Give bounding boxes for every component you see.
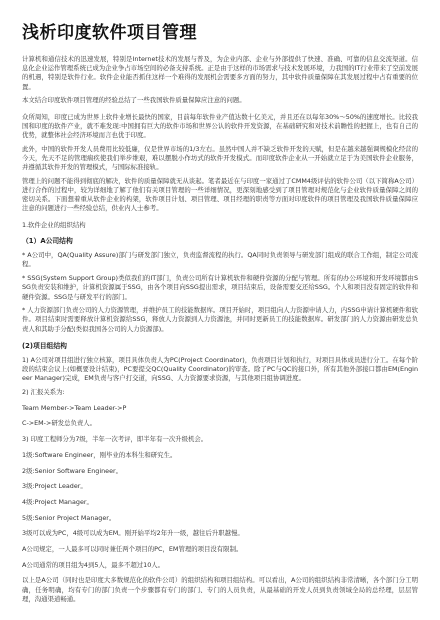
page-title: 浅析印度软件项目管理 <box>22 23 197 43</box>
level-1: 1级:Software Engineer，刚毕业的本科生和研究生。 <box>22 450 177 459</box>
paragraph-management: 管理上的问题不能得到彻底的解决，软件的质量保障就无从谈起。笔者最近在与印度一家通过了CMM4级评估的软件公司（以下简称A公司）进行合作的过程中，较为详细地了解了他们有关项目管理的一些详细情况，更深刻地感受到了项目管理对规范化与企业软件质量保障之间的密切关系。下面想着重从软件企业的构架，软件项目计划、项目管理、项目经理的职责等方面对印度软件的项目管理及我国软件质量保障应注意的问题进行一些经验总结，供业内人士参考。 <box>22 176 418 213</box>
paragraph-team-accounting: 1) A公司对项目组进行独立核算，项目具体负责人为PC(Project Coordinator)，负责项目计划和执行，对项目具体成员进行分工。在每个阶段的结束会议上(如概要设计结束)，PC要提交QC(Quality Coordinator)的审查。除了PC与QC的接口外，所有其他外部接口都由EM(Engineer Manager)完成，EM负责与客户打交道，向SSG、人力资源要求资源，与其他项目组协调进度。 <box>22 355 418 383</box>
paragraph-china-cost: 此外，中国的软件开发人员费用比较低廉，仅是世界市场的1/3左右。虽然中国人并不缺乏软件开发的天赋，但是在越来越强调规模化经营的今天，先天不足的管理痼疾使我们举步维艰，难以摆脱小作坊式的软件开发模式。而印度软件企业从一开始就立足于为美国软件企业服务，并遵循其软件开发的管理模式，与国际标准接轨。 <box>22 144 418 172</box>
subheading-team-structure: (2)项目组结构 <box>22 341 67 350</box>
paragraph-closing: 以上是A公司（同时也是印度大多数规范化的软件公司）的组织结构和项目组结构。可以看出，A公司的组织结构非常清晰，各个部门分工明确，任务明确，均有专门的部门负责一个步骤都有专门的部门、专门的人员负责，从最基础的开发人员到负责领域全局的总经理，层层管理，沟通渠道畅通。 <box>22 576 418 603</box>
paragraph-intro: 计算机和通信技术的迅速发展，特别是Internet技术的发展与普及，为企业内部、企业与外部提供了快速、准确、可靠的信息交流渠道。信息化企业运作管理系统已成为企业争占市场空间的必备支持系统。正是由于这样的市场需求与技术发展环境，力我国的IT行业带来了空前发展的机遇，特别是软件行业。软件企业能否抓住这样一个难得的发展机会需要多方面的努力，其中软件质量保障在其发展过程中占有重要的位置。 <box>22 55 418 91</box>
team-size: A公司通常的项目组为4到5人，最多不超过10人。 <box>22 560 165 569</box>
section-heading-org: 1.软件企业的组织结构 <box>22 220 86 229</box>
level-3: 3级:Project Leader。 <box>22 482 87 491</box>
level-5: 5级:Senior Project Manager。 <box>22 513 116 522</box>
paragraph-qa: * A公司中，QA(Quality Assure)部门与研发部门独立，负责监督流程的执行。QA同时负责领导与研发部门组成的联合工作组，制定公司流程。 <box>22 251 418 269</box>
paragraph-ssg: * SSG(System Support Group)类似我们的IT部门，负责公司所有计算机软件和硬件资源的分配与管理。所有的办公环境和开发环境都由SSG负责安装和维护，计算机资源属于SSG，由各个项目向SSG提出需求，项目结束后，设备需要交还给SSG。个人和项目没有固定的软件和硬件资源。SSG是与研发平行的部门。 <box>22 274 418 301</box>
level-2: 2级:Senior Software Engineer。 <box>22 466 123 475</box>
reporting-line-heading: 2) 汇报关系为: <box>22 387 65 396</box>
engineer-levels-intro: 3) 印度工程师分为7级，半年一次考评，即半年有一次升级机会。 <box>22 435 208 444</box>
paragraph-hr: * 人力资源部门负责公司的人力资源管理，并维护员工的技能数据库。项目开始时，项目组向人力资源申请人力，内SSG申请计算机硬件和软件。项目结束时需要释放计算机资源给SSG，释放人力资源到人力资源池，并同时更新员工的技能数据库。研发部门的人力资源由研发总负责人和其助手分配(类似我国各公司的人力资源部)。 <box>22 306 418 333</box>
reporting-chain-1: Team Member->Team Leader->P <box>22 403 127 412</box>
pc-rule: A公司规定，一人最多可以同时兼任两个项目的PC，EM管理的项目没有限制。 <box>22 545 243 554</box>
paragraph-india-growth: 众所周知，印度已成为世界上软件业增长最快的国家，目前每年软件业产值达数十亿美元，并且还在以每年30%～50%的速度增长。比较我国和印度的软件产业，就不难发现:中国拥有巨大的软件市场和世界公认的软件开发资源，在基础研究和对技术前瞻性的把握上，也有自己的优势，就整体社会经济环境而言也优于印度。 <box>22 112 418 139</box>
paragraph-summary: 本文结合印度软件项目管理的经验总结了一些我国软件质量保障应注意的问题。 <box>22 96 246 105</box>
level-4: 4级:Project Manager。 <box>22 497 93 506</box>
subheading-company-structure: （1）A公司结构 <box>22 237 73 246</box>
reporting-chain-2: C->EM->研发总负责人。 <box>22 419 97 428</box>
promotion-note: 3级可以成为PC，4级可以成为EM。刚开始平均2年升一级，越往后升职越慢。 <box>22 529 244 538</box>
